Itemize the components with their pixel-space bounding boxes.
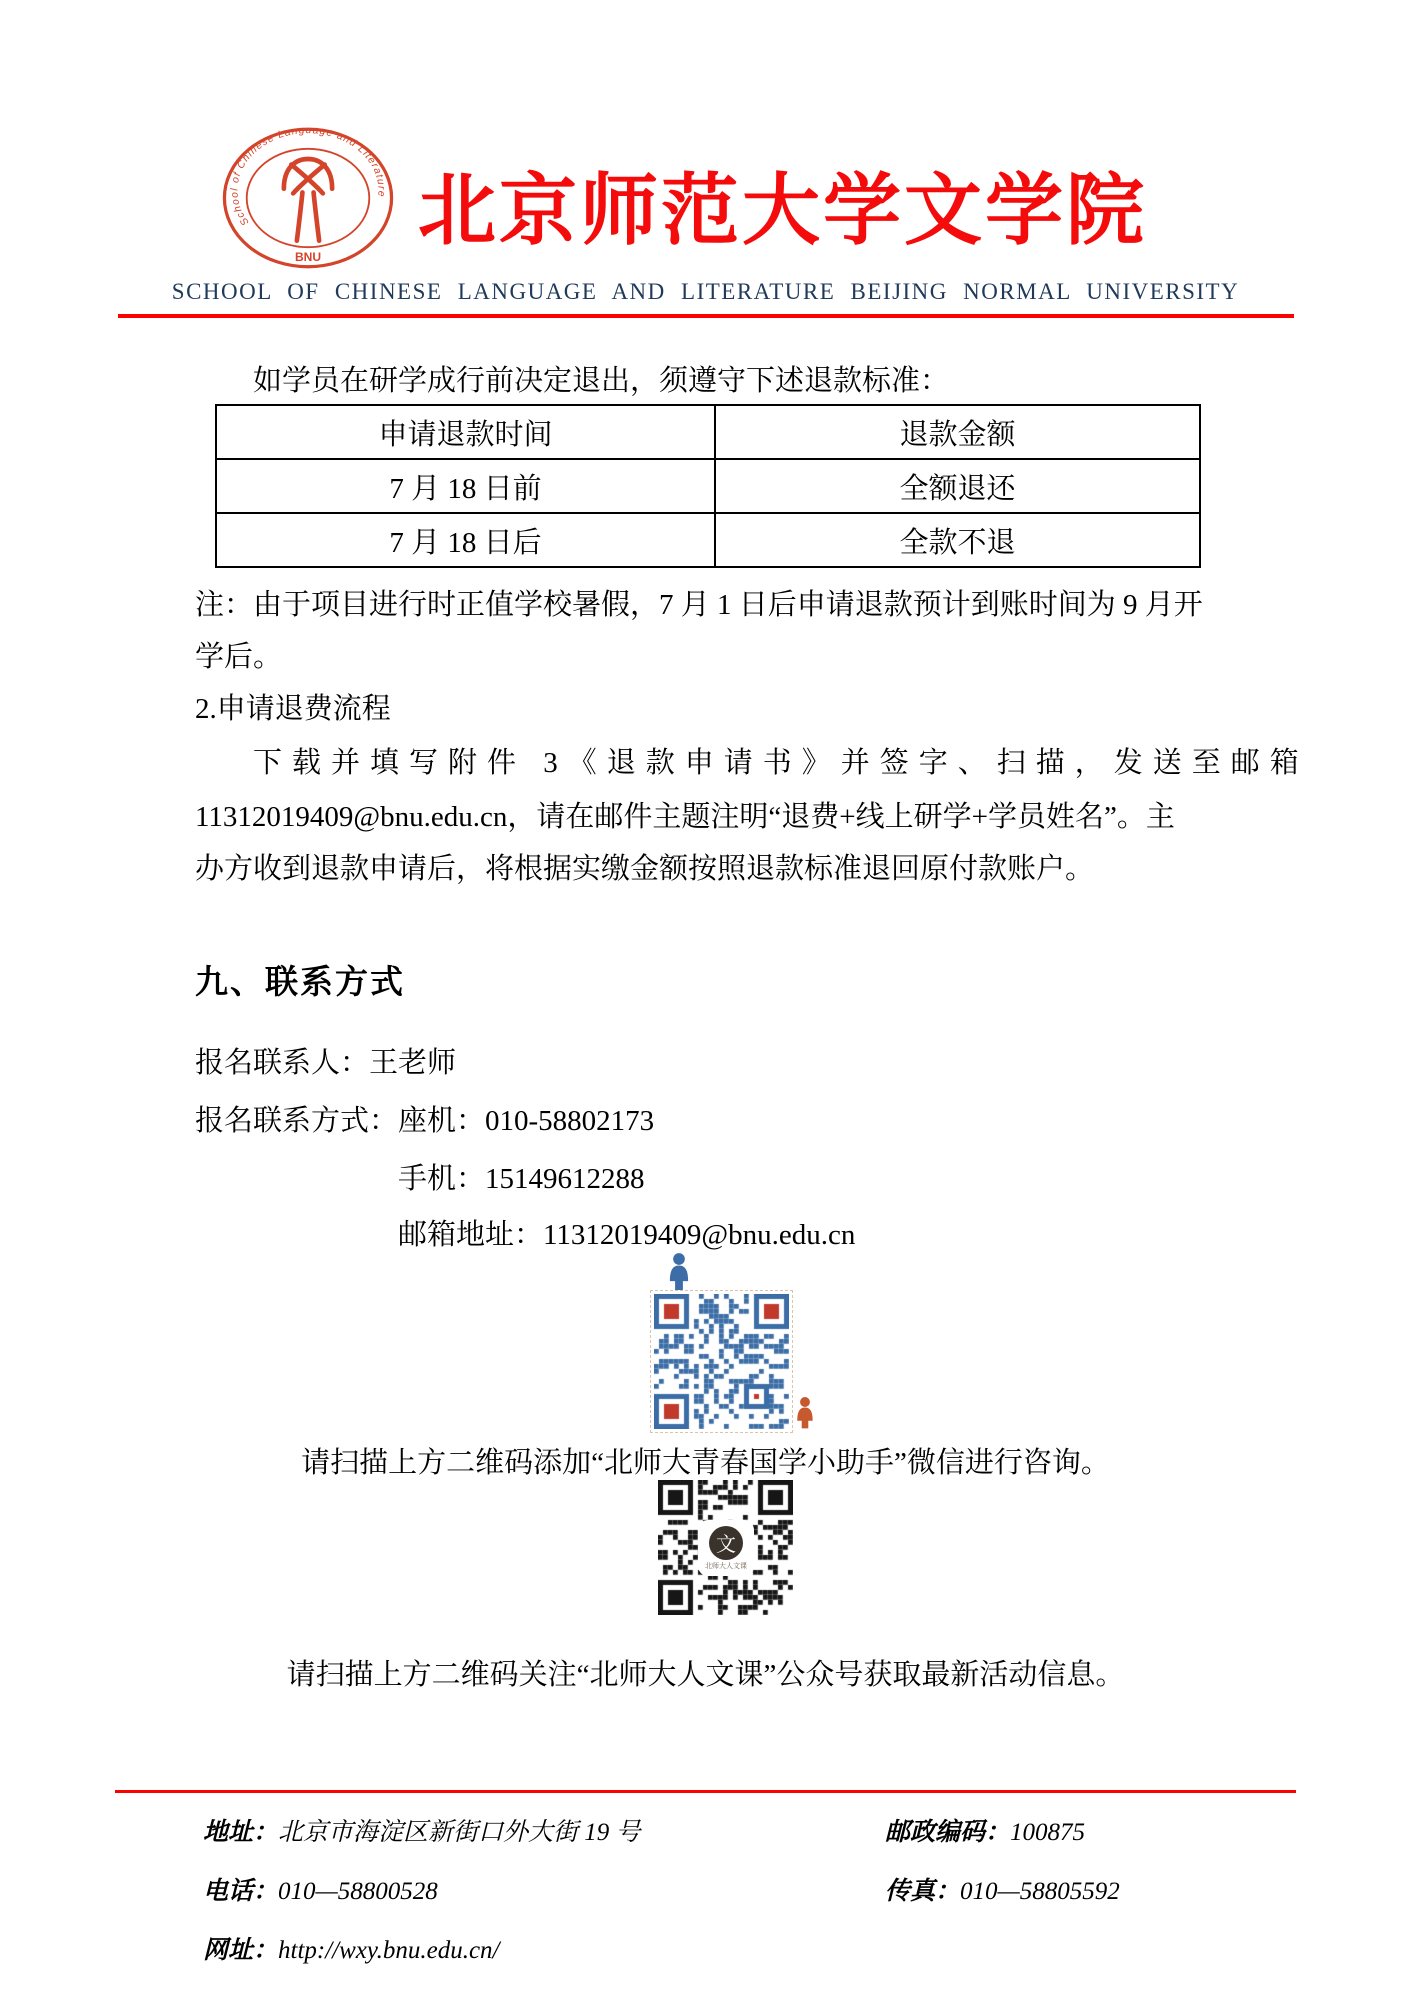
table-cell: 7 月 18 日前 xyxy=(216,459,715,513)
page-title: 北京师范大学文学院 xyxy=(418,167,1148,254)
table-header-cell: 退款金额 xyxy=(715,405,1200,459)
table-row xyxy=(216,405,1200,459)
person-icon-orange xyxy=(794,1396,816,1430)
table-cell: 全额退还 xyxy=(715,459,1200,513)
wechat-qr-code xyxy=(650,1290,793,1433)
intro-paragraph: 如学员在研学成行前决定退出，须遵守下述退款标准： xyxy=(253,365,950,397)
process-paragraph-line: 11312019409@bnu.edu.cn，请在邮件主题注明“退费+线上研学+学员姓名”。主 xyxy=(195,801,1175,833)
note-line: 学后。 xyxy=(195,641,283,673)
table-row xyxy=(216,513,1200,567)
contact-person-line: 报名联系人：王老师 xyxy=(195,1047,457,1079)
qr-center-logo xyxy=(700,1522,752,1574)
footer-postal xyxy=(885,1812,1085,1848)
footer-address-value: 北京市海淀区新街口外大街 19 号 xyxy=(278,1819,641,1846)
logo-ring-text: School of Chinese Language and Literature xyxy=(229,125,387,228)
refund-process-heading: 2.申请退费流程 xyxy=(195,693,391,725)
footer-fax-value: 010—58805592 xyxy=(960,1878,1120,1905)
bnu-seal-logo xyxy=(215,120,401,276)
page-subtitle: SCHOOL OF CHINESE LANGUAGE AND LITERATURE BEIJING NORMAL UNIVERSITY xyxy=(171,279,1240,304)
contact-email-line: 邮箱地址：11312019409@bnu.edu.cn xyxy=(398,1219,856,1251)
footer-postal-label: 邮政编码： xyxy=(885,1819,1011,1846)
logo-bnu-text: BNU xyxy=(294,250,322,265)
table-row xyxy=(216,459,1200,513)
contact-mobile-line: 手机：15149612288 xyxy=(398,1163,645,1195)
refund-table xyxy=(215,404,1201,568)
footer-postal-value: 100875 xyxy=(1010,1819,1086,1846)
qr1-caption: 请扫描上方二维码添加“北师大青春国学小助手”微信进行咨询。 xyxy=(301,1447,1110,1479)
logo-wen-glyph xyxy=(284,159,332,241)
note-line: 注：由于项目进行时正值学校暑假，7 月 1 日后申请退款预计到账时间为 9 月开 xyxy=(195,589,1203,621)
footer-fax-label: 传真： xyxy=(885,1878,961,1905)
qr-logo-text: 北师大人文课 xyxy=(705,1561,747,1570)
footer-phone-label: 电话： xyxy=(203,1878,279,1905)
footer-website xyxy=(203,1930,500,1966)
footer-phone xyxy=(203,1871,438,1907)
process-paragraph-line: 办方收到退款申请后，将根据实缴金额按照退款标准退回原付款账户。 xyxy=(195,853,1095,885)
contact-section-heading: 九、联系方式 xyxy=(195,963,405,1000)
footer-website-label: 网址： xyxy=(203,1937,279,1964)
contact-phone-line: 报名联系方式：座机：010-58802173 xyxy=(195,1105,655,1137)
person-icon-blue xyxy=(666,1252,692,1292)
process-paragraph-line: 下载并填写附件 3《退款申请书》并签字、扫描，发送至邮箱 xyxy=(253,747,1309,779)
footer-address-label: 地址： xyxy=(203,1819,279,1846)
footer-divider-line xyxy=(115,1790,1296,1793)
table-header-cell: 申请退款时间 xyxy=(216,405,715,459)
footer-address xyxy=(203,1812,641,1848)
table-cell: 全款不退 xyxy=(715,513,1200,567)
qr2-caption: 请扫描上方二维码关注“北师大人文课”公众号获取最新活动信息。 xyxy=(286,1659,1125,1691)
footer-website-value: http://wxy.bnu.edu.cn/ xyxy=(278,1937,500,1964)
footer-fax xyxy=(885,1871,1120,1907)
header-divider-line xyxy=(118,314,1294,318)
footer-phone-value: 010—58800528 xyxy=(278,1878,438,1905)
table-cell: 7 月 18 日后 xyxy=(216,513,715,567)
qr-logo-glyph: 文 xyxy=(709,1526,743,1560)
